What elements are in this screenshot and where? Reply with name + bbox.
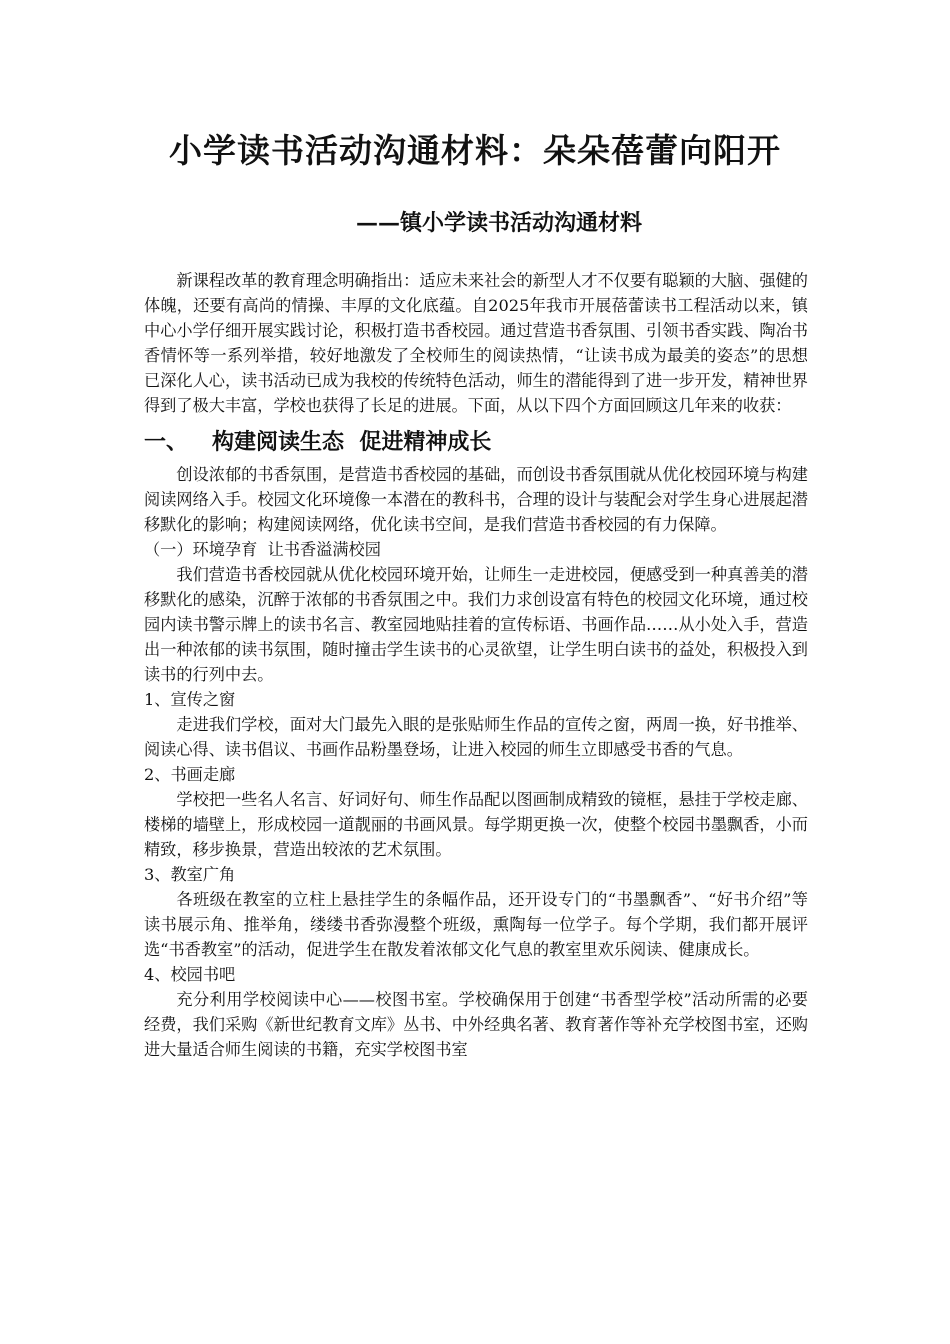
item-1-heading: 1、宣传之窗 <box>144 690 236 709</box>
item-3-paragraph: 各班级在教室的立柱上悬挂学生的条幅作品，还开设专门的“书墨飘香”、“好书介绍”等读书展示角、推举角，缕缕书香弥漫整个班级，熏陶每一位学子。每个学期，我们都开展评选“书香教室”的活动，促进学生在散发着浓郁文化气息的教室里欢乐阅读、健康成长。 <box>144 890 808 959</box>
page-subtitle: ——镇小学读书活动沟通材料 <box>356 210 643 236</box>
subsection-1-heading: （一）环境孕育 让书香溢满校园 <box>144 540 381 559</box>
intro-paragraph: 新课程改革的教育理念明确指出：适应未来社会的新型人才不仅要有聪颖的大脑、强健的体魄，还要有高尚的情操、丰厚的文化底蕴。自2025年我市开展蓓蕾读书工程活动以来，镇中心小学仔细开展实践讨论，积极打造书香校园。通过营造书香氛围、引领书香实践、陶冶书香情怀等一系列举措，较好地激发了全校师生的阅读热情，“让读书成为最美的姿态”的思想已深化人心，读书活动已成为我校的传统特色活动，师生的潜能得到了进一步开发，精神世界得到了极大丰富，学校也获得了长足的进展。下面，从以下四个方面回顾这几年来的收获： <box>144 271 808 415</box>
subsection-1-paragraph: 我们营造书香校园就从优化校园环境开始，让师生一走进校园，便感受到一种真善美的潜移默化的感染，沉醉于浓郁的书香氛围之中。我们力求创设富有特色的校园文化环境，通过校园内读书警示牌上的读书名言、教室园地贴挂着的宣传标语、书画作品……从小处入手，营造出一种浓郁的读书氛围，随时撞击学生读书的心灵欲望，让学生明白读书的益处，积极投入到读书的行列中去。 <box>144 565 808 684</box>
document-body <box>144 268 808 1062</box>
item-2-heading: 2、书画走廊 <box>144 765 236 784</box>
section-1-paragraph: 创设浓郁的书香氛围，是营造书香校园的基础，而创设书香氛围就从优化校园环境与构建阅读网络入手。校园文化环境像一本潜在的教科书，合理的设计与装配会对学生身心进展起潜移默化的影响；构建阅读网络，优化读书空间，是我们营造书香校园的有力保障。 <box>144 465 808 534</box>
item-4-heading: 4、校园书吧 <box>144 965 236 984</box>
section-1-number: 一、 <box>144 429 189 455</box>
item-4-paragraph: 充分利用学校阅读中心——校图书室。学校确保用于创建“书香型学校”活动所需的必要经费，我们采购《新世纪教育文库》丛书、中外经典名著、教育著作等补充学校图书室，还购进大量适合师生阅读的书籍，充实学校图书室 <box>144 990 808 1059</box>
page-title: 小学读书活动沟通材料：朵朵蓓蕾向阳开 <box>169 131 781 170</box>
item-1-paragraph: 走进我们学校，面对大门最先入眼的是张贴师生作品的宣传之窗，两周一换，好书推举、阅读心得、读书倡议、书画作品粉墨登场，让进入校园的师生立即感受书香的气息。 <box>144 715 808 759</box>
item-2-paragraph: 学校把一些名人名言、好词好句、师生作品配以图画制成精致的镜框，悬挂于学校走廊、楼梯的墙壁上，形成校园一道靓丽的书画风景。每学期更换一次，使整个校园书墨飘香，小而精致，移步换景，营造出较浓的艺术氛围。 <box>144 790 808 859</box>
section-1-title: 构建阅读生态 促进精神成长 <box>212 429 492 455</box>
section-1-heading <box>144 426 808 458</box>
item-3-heading: 3、教室广角 <box>144 865 236 884</box>
